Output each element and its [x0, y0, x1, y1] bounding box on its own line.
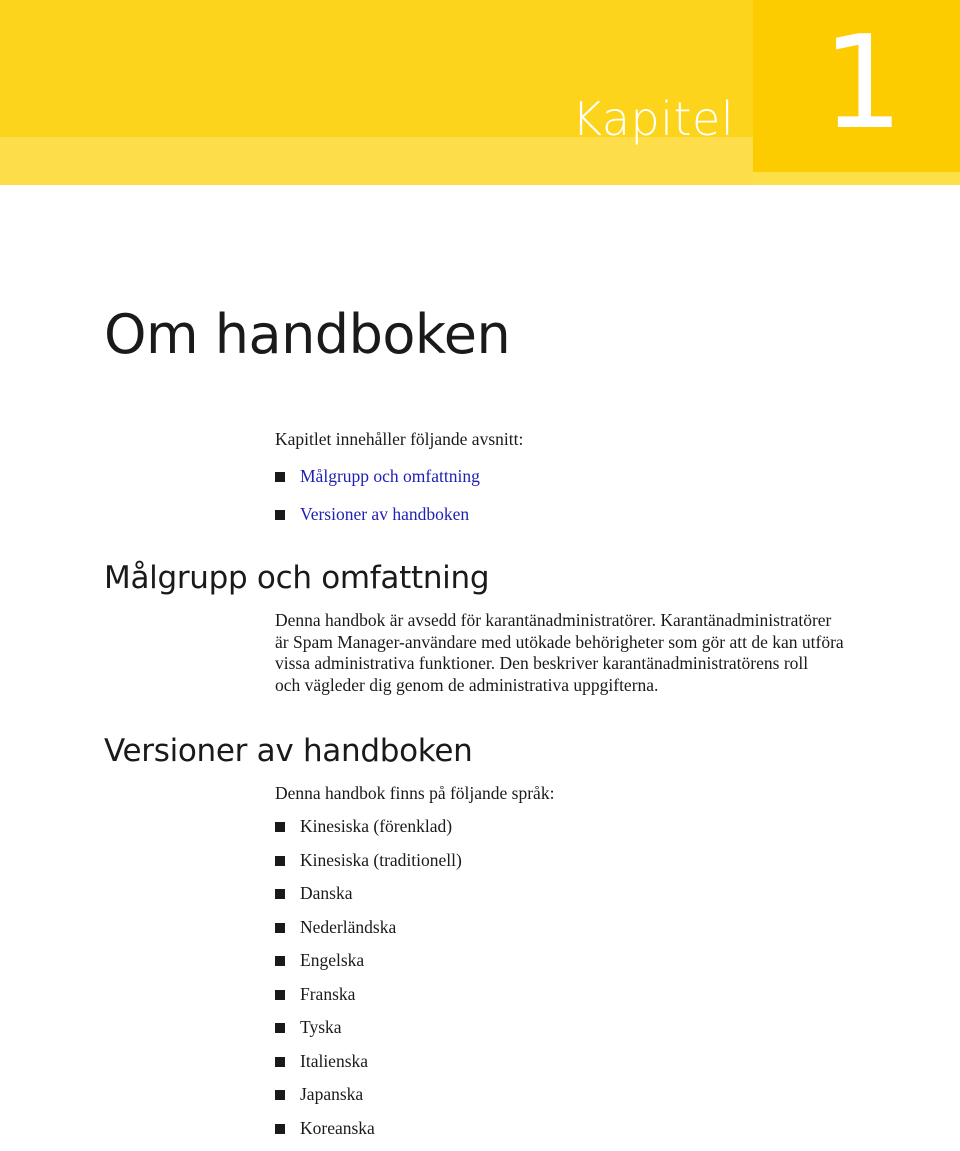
language-label: Nederländska	[300, 917, 396, 937]
paragraph-line: vissa administrativa funktioner. Den beskriver karantänadministratörens roll	[275, 653, 915, 675]
chapter-label: Kapitel	[572, 92, 734, 146]
bullet-icon	[275, 956, 285, 966]
language-item	[275, 984, 462, 1018]
bullet-icon	[275, 822, 285, 832]
toc-link[interactable]: Målgrupp och omfattning	[300, 466, 480, 486]
language-item	[275, 1084, 462, 1118]
bullet-icon	[275, 1124, 285, 1134]
chapter-number: 1	[822, 20, 903, 148]
language-label: Japanska	[300, 1084, 363, 1104]
language-item	[275, 1118, 462, 1151]
bullet-icon	[275, 1057, 285, 1067]
language-item	[275, 883, 462, 917]
toc-item[interactable]	[275, 504, 480, 542]
toc-list	[275, 466, 480, 541]
bullet-icon	[275, 510, 285, 520]
chapter-banner	[0, 0, 960, 185]
language-label: Franska	[300, 984, 355, 1004]
language-label: Italienska	[300, 1051, 368, 1071]
language-item	[275, 950, 462, 984]
bullet-icon	[275, 472, 285, 482]
paragraph-line: Denna handbok är avsedd för karantänadministratörer. Karantänadministratörer	[275, 610, 915, 632]
language-list	[275, 816, 462, 1151]
language-item	[275, 1051, 462, 1085]
paragraph-line: är Spam Manager-användare med utökade behörigheter som gör att de kan utföra	[275, 632, 915, 654]
bullet-icon	[275, 923, 285, 933]
bullet-icon	[275, 1023, 285, 1033]
intro-text: Kapitlet innehåller följande avsnitt:	[275, 429, 523, 450]
language-item	[275, 850, 462, 884]
toc-item[interactable]	[275, 466, 480, 504]
language-item	[275, 917, 462, 951]
language-label: Koreanska	[300, 1118, 375, 1138]
language-label: Danska	[300, 883, 352, 903]
language-item	[275, 816, 462, 850]
page-title: Om handboken	[104, 303, 510, 366]
language-label: Tyska	[300, 1017, 342, 1037]
language-label: Kinesiska (traditionell)	[300, 850, 462, 870]
language-item	[275, 1017, 462, 1051]
section-heading-versioner: Versioner av handboken	[104, 733, 472, 769]
bullet-icon	[275, 1090, 285, 1100]
paragraph-line: och vägleder dig genom de administrativa uppgifterna.	[275, 675, 915, 697]
language-label: Engelska	[300, 950, 364, 970]
bullet-icon	[275, 990, 285, 1000]
language-label: Kinesiska (förenklad)	[300, 816, 452, 836]
bullet-icon	[275, 856, 285, 866]
section-paragraph-malgrupp	[275, 610, 915, 697]
section-heading-malgrupp: Målgrupp och omfattning	[104, 560, 489, 596]
bullet-icon	[275, 889, 285, 899]
toc-link[interactable]: Versioner av handboken	[300, 504, 469, 524]
versions-intro-text: Denna handbok finns på följande språk:	[275, 783, 554, 804]
